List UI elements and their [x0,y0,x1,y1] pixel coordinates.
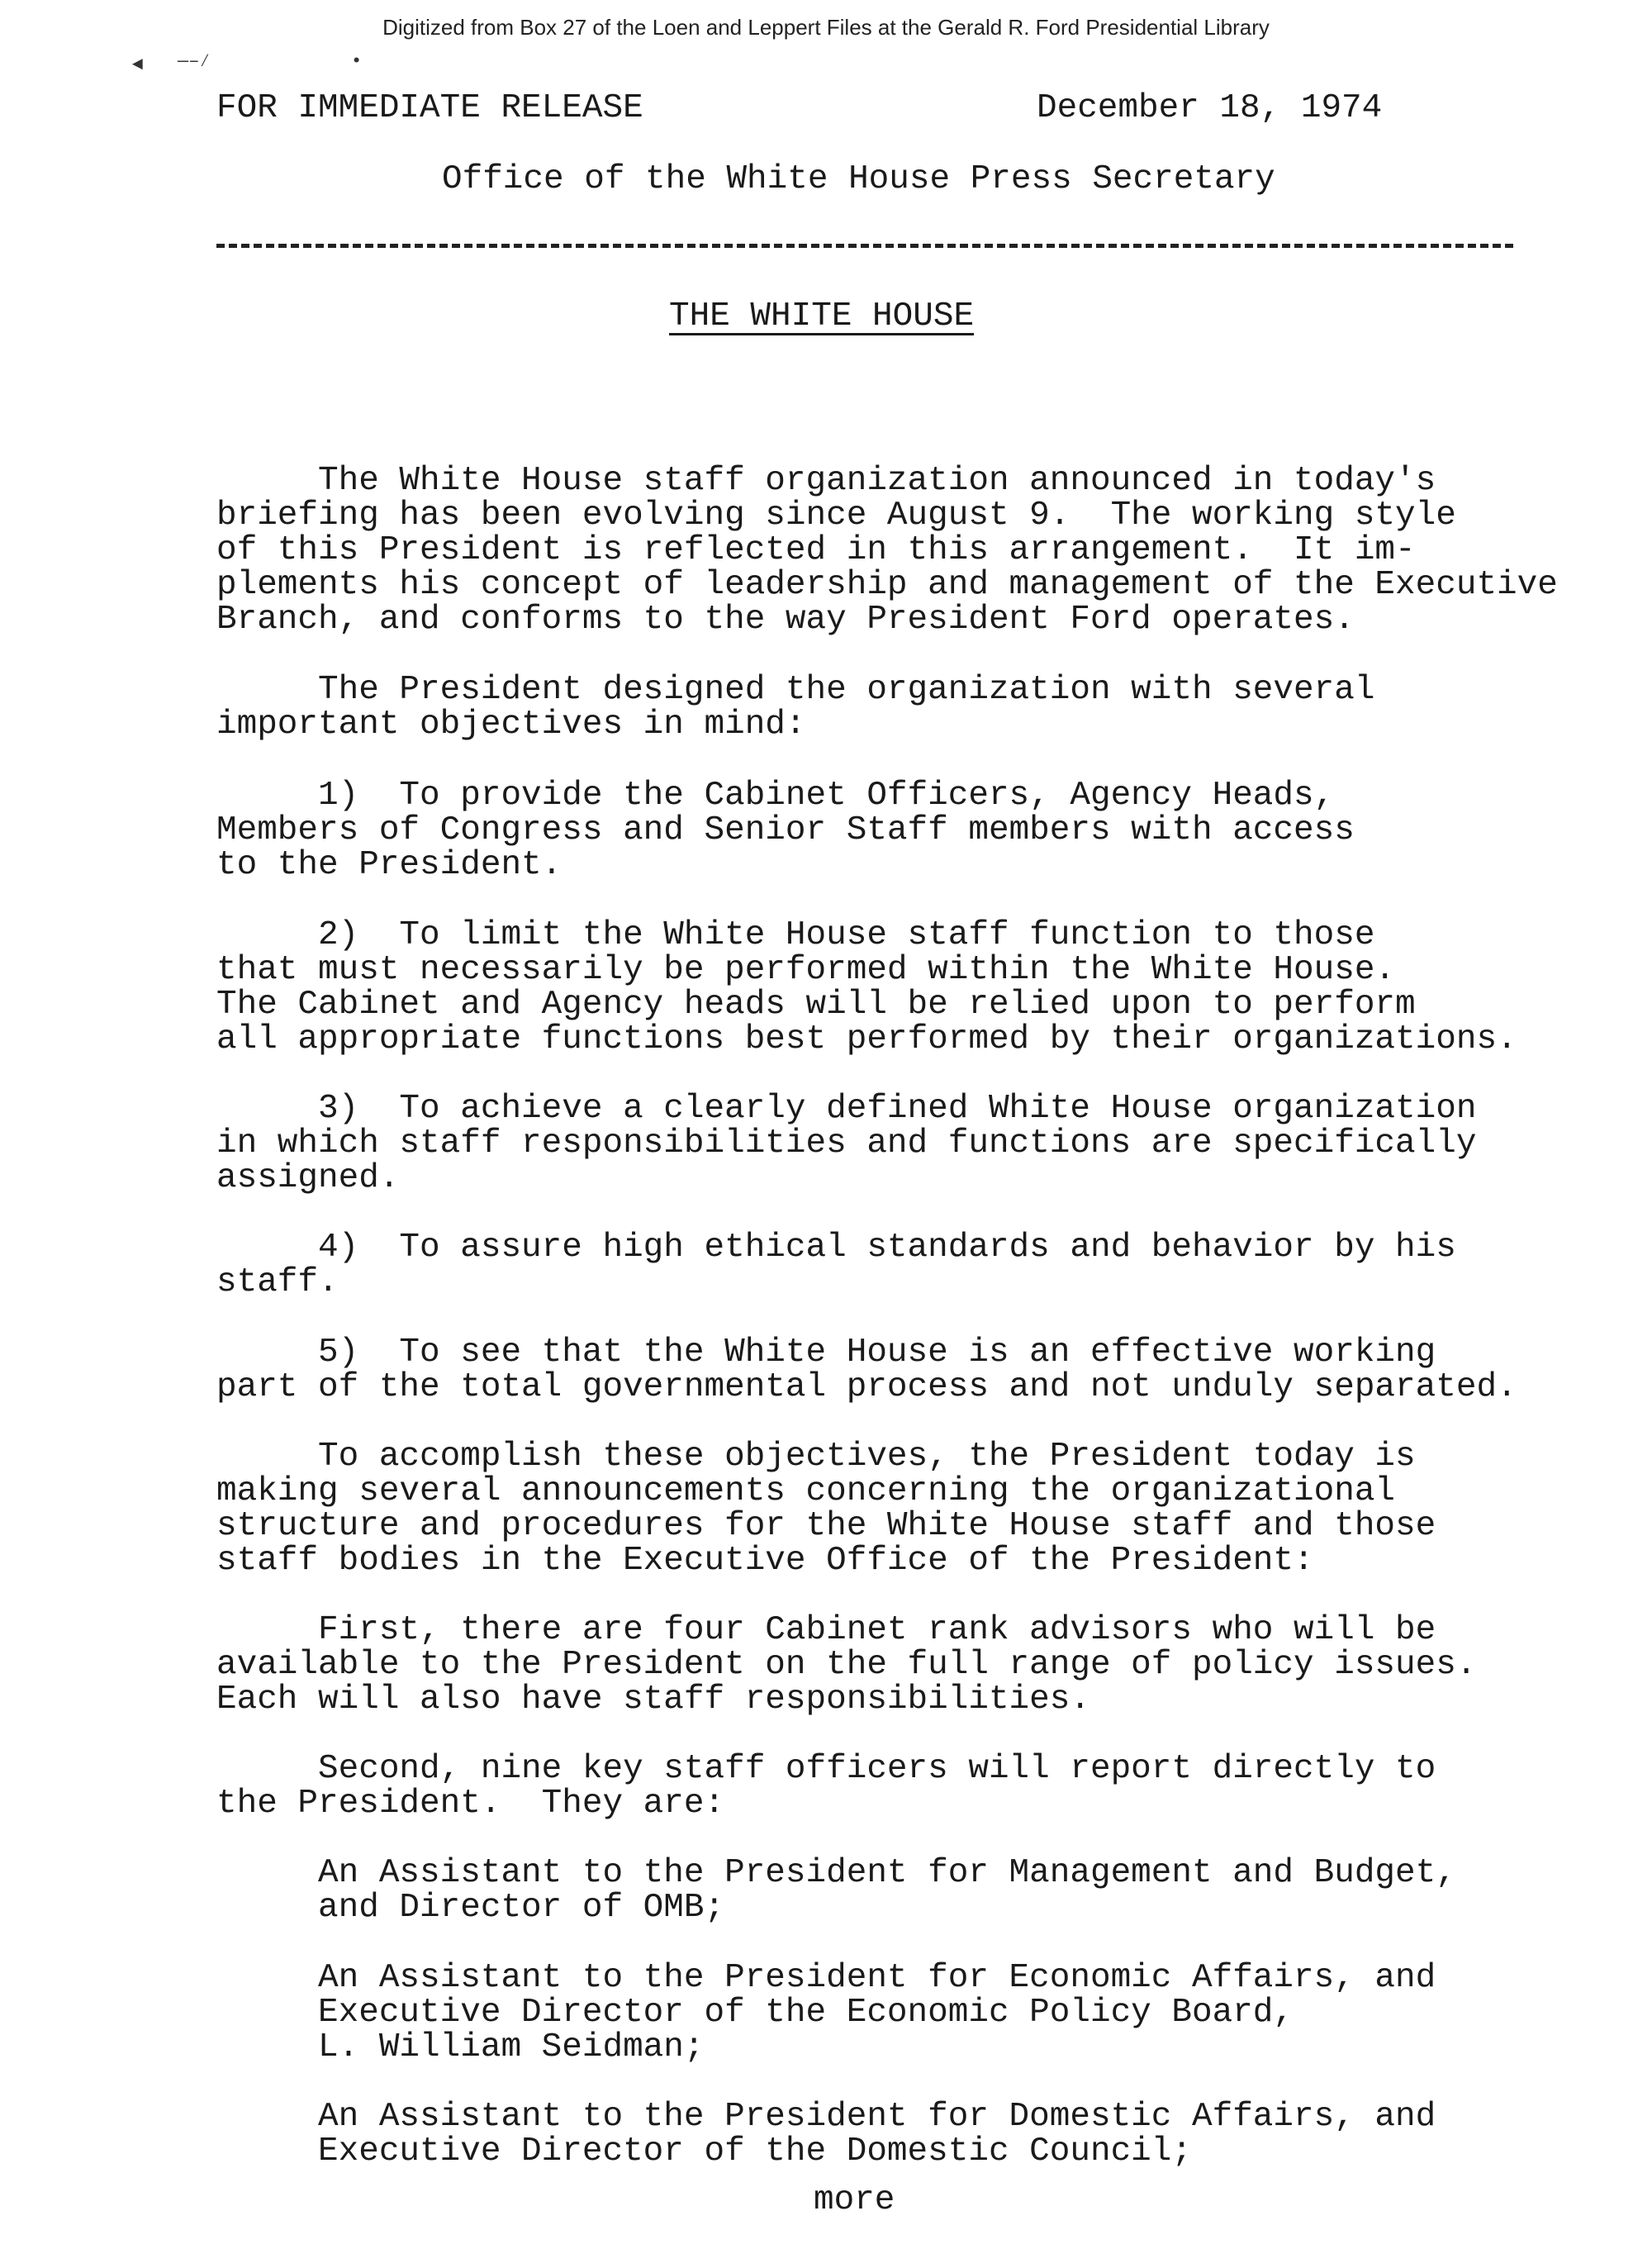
scan-mark: ◄ [132,55,144,75]
objective-line: 5) To see that the White House is an effective working [216,1334,1436,1372]
text-line: structure and procedures for the White House staff and those [216,1507,1436,1545]
text-line: plements his concept of leadership and management of the Executive [216,566,1558,604]
text-line: Branch, and conforms to the way President Ford operates. [216,601,1355,639]
office-line: Office of the White House Press Secretary [442,160,1275,198]
digitized-note: Digitized from Box 27 of the Loen and Leppert Files at the Gerald R. Ford Presidential Library [382,15,1270,40]
objective-line: 4) To assure high ethical standards and behavior by his [216,1229,1456,1267]
objective-line: staff. [216,1263,339,1301]
text-line: First, there are four Cabinet rank advisors who will be [216,1611,1436,1649]
assistant-entry-line: Executive Director of the Economic Policy Board, [216,1994,1294,2032]
objective-line: assigned. [216,1159,400,1197]
text-line: Each will also have staff responsibilities. [216,1681,1090,1719]
objective-line: that must necessarily be performed within the White House. [216,951,1396,989]
objective-line: 1) To provide the Cabinet Officers, Agency Heads, [216,777,1335,815]
release-label: FOR IMMEDIATE RELEASE [216,89,643,127]
text-line: staff bodies in the Executive Office of the President: [216,1542,1314,1580]
objective-line: all appropriate functions best performed by their organizations. [216,1020,1517,1058]
assistant-entry-line: and Director of OMB; [216,1889,725,1927]
text-line: Second, nine key staff officers will report directly to [216,1750,1436,1788]
objective-line: part of the total governmental process and not unduly separated. [216,1368,1517,1406]
release-date: December 18, 1974 [1037,89,1383,127]
objective-line: to the President. [216,846,563,884]
text-line: briefing has been evolving since August 9. The working style [216,497,1456,535]
scan-mark: • [351,51,363,72]
objective-line: The Cabinet and Agency heads will be relied upon to perform [216,986,1416,1024]
assistant-entry-line: L. William Seidman; [216,2028,705,2066]
objective-line: 2) To limit the White House staff function to those [216,916,1375,954]
scan-mark: —–⁄ [178,51,211,72]
document-title: THE WHITE HOUSE [669,297,975,335]
text-line: The White House staff organization announced in today's [216,462,1436,500]
assistant-entry-line: An Assistant to the President for Management and Budget, [216,1854,1456,1892]
assistant-entry-line: An Assistant to the President for Economic Affairs, and [216,1959,1436,1997]
objective-line: Members of Congress and Senior Staff members with access [216,811,1355,849]
text-line: available to the President on the full range of policy issues. [216,1646,1477,1684]
continuation-more: more [814,2181,895,2219]
text-line: making several announcements concerning the organizational [216,1472,1396,1510]
assistant-entry-line: An Assistant to the President for Domestic Affairs, and [216,2098,1436,2136]
objective-line: in which staff responsibilities and functions are specifically [216,1124,1477,1163]
text-line: The President designed the organization with several [216,671,1375,709]
dashed-divider [216,244,1513,248]
text-line: important objectives in mind: [216,706,806,744]
text-line: the President. They are: [216,1785,725,1823]
assistant-entry-line: Executive Director of the Domestic Council; [216,2132,1192,2171]
text-line: To accomplish these objectives, the President today is [216,1438,1416,1476]
objective-line: 3) To achieve a clearly defined White House organization [216,1090,1477,1128]
text-line: of this President is reflected in this arrangement. It im- [216,531,1416,569]
